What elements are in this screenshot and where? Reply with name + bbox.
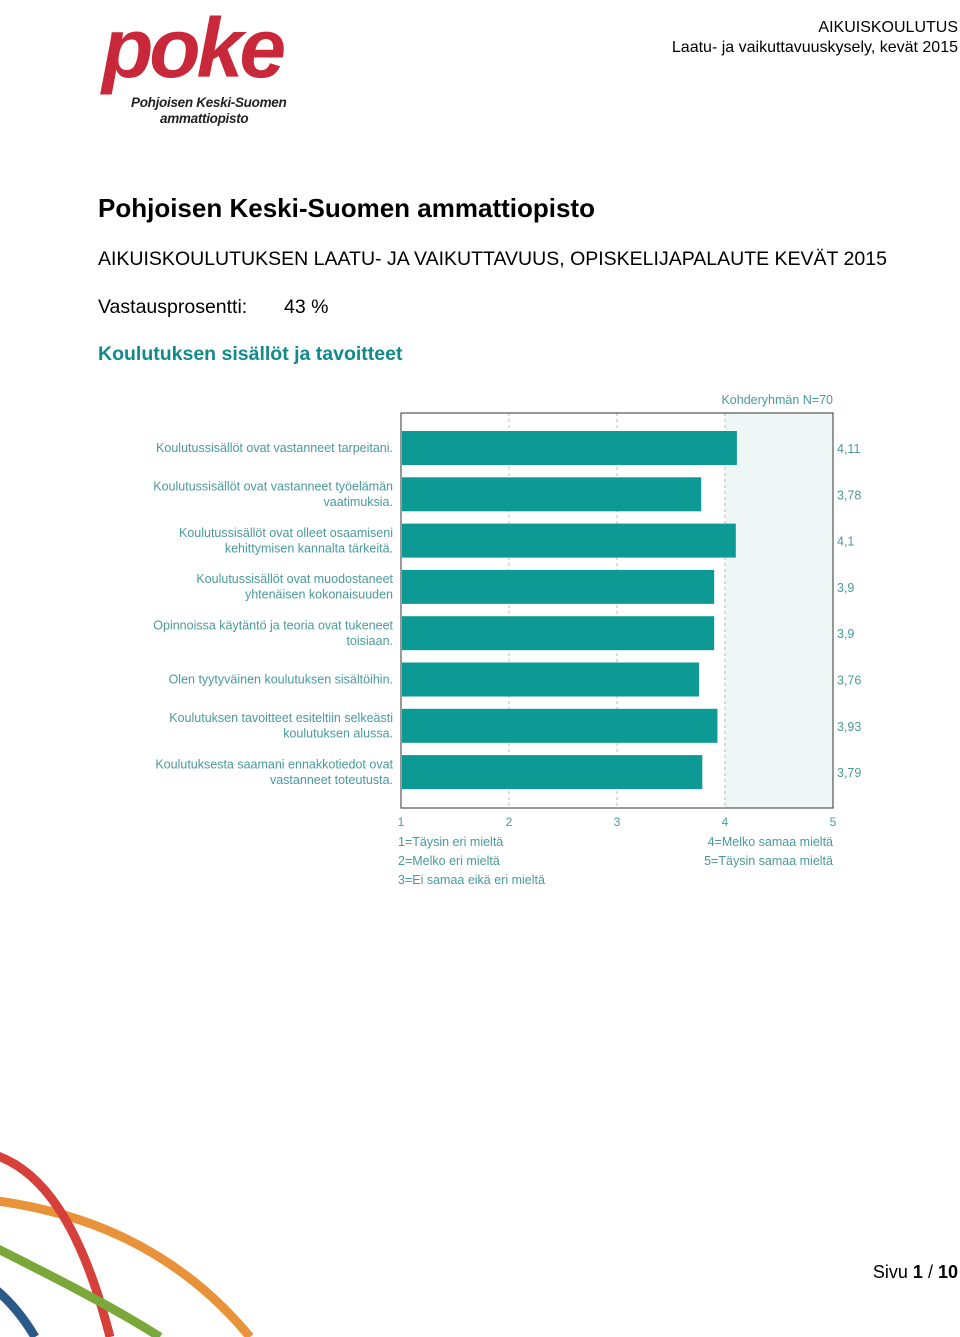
page-total: 10 [937,1262,958,1282]
logo-subtitle-line2: ammattiopisto [160,111,249,126]
section-heading: Koulutuksen sisällöt ja tavoitteet [98,343,403,365]
scale-legend-right: 5=Täysin samaa mieltä [704,854,833,868]
x-tick-label: 4 [721,815,729,829]
category-label: koulutuksen alussa. [283,726,393,741]
page-title: Pohjoisen Keski-Suomen ammattiopisto [98,193,595,223]
scale-legend-right: 4=Melko samaa mieltä [707,835,833,849]
bar [402,524,736,558]
response-rate-label: Vastausprosentti: [98,296,248,318]
x-tick-label: 5 [829,815,837,829]
logo-wordmark: poke [102,1,283,95]
header-survey: Laatu- ja vaikuttavuuskysely, kevät 2015 [671,39,958,56]
category-label: Olen tyytyväinen koulutuksen sisältöihin. [168,672,393,687]
page-number [873,1262,958,1283]
page-subtitle: AIKUISKOULUTUKSEN LAATU- JA VAIKUTTAVUUS, OPISKELIJAPALAUTE KEVÄT 2015 [98,248,887,270]
scale-legend-left: 3=Ei samaa eikä eri mieltä [398,873,545,887]
scale-legend-left: 2=Melko eri mieltä [398,854,500,868]
bar-value-label: 3,78 [837,488,862,503]
category-label: Koulutussisällöt ovat olleet osaamiseni [178,525,393,540]
bar-value-label: 3,9 [837,627,855,642]
bar-value-label: 3,9 [837,580,855,595]
bar [402,755,702,789]
decorative-ribbons [0,1140,280,1337]
page-prefix: Sivu [872,1262,908,1282]
header-program: AIKUISKOULUTUS [818,19,958,36]
category-label: vastanneet toteutusta. [269,772,393,787]
category-label: vaatimuksia. [323,495,393,510]
category-label: Koulutuksen tavoitteet esiteltiin selkeästi [169,711,393,726]
category-label: Koulutuksesta saamani ennakkotiedot ovat [155,757,393,772]
category-label: kehittymisen kannalta tärkeitä. [224,541,393,556]
page-current: 1 [912,1262,923,1282]
bar [402,663,699,697]
category-label: Koulutussisällöt ovat vastanneet työelämän [153,479,393,494]
response-rate-value: 43 % [284,296,329,318]
group-label: Kohderyhmän N=70 [721,393,833,407]
bar [402,616,714,650]
bar-value-label: 4,1 [837,534,855,549]
category-label: Koulutussisällöt ovat vastanneet tarpeitani. [156,441,393,455]
bar [402,570,714,604]
category-label: toisiaan. [346,633,393,648]
page-separator: / [927,1262,933,1282]
logo-subtitle-line1: Pohjoisen Keski-Suomen [131,95,287,110]
x-tick-label: 1 [397,815,405,829]
bar-value-label: 3,93 [837,719,862,734]
category-label: Opinnoissa käytäntö ja teoria ovat tukeneet [153,618,393,633]
bar-value-label: 4,11 [837,442,861,456]
bar-value-label: 3,76 [837,673,862,688]
category-label: yhtenäisen kokonaisuuden [244,587,393,602]
category-label: Koulutussisällöt ovat muodostaneet [196,572,393,587]
x-tick-label: 3 [613,815,621,829]
bar [402,477,701,511]
x-tick-label: 2 [505,815,513,829]
bar [402,431,737,465]
scale-legend-left: 1=Täysin eri mieltä [398,835,504,849]
plot-shade [725,413,833,808]
bar-value-label: 3,79 [837,766,862,781]
bar [402,709,717,743]
ribbon-blue [0,1285,35,1337]
